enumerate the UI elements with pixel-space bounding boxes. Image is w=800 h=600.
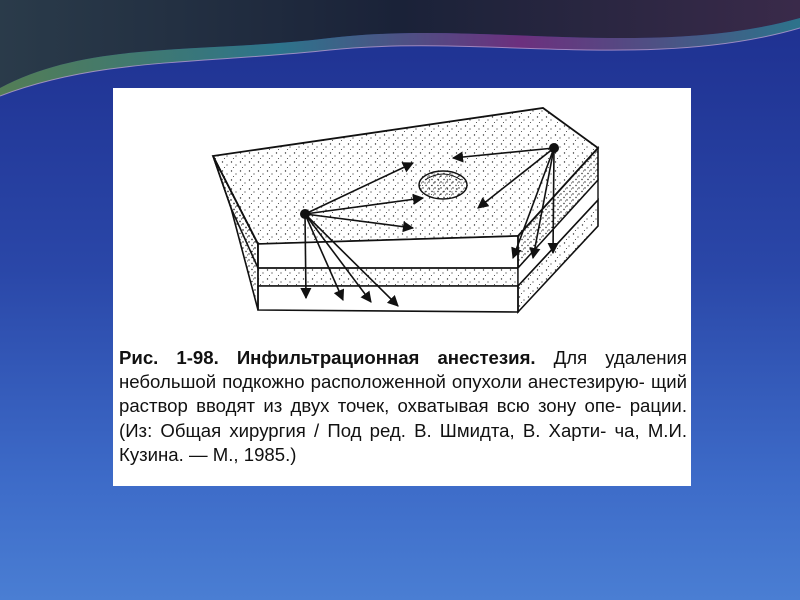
fascia-layer-front: [258, 268, 518, 286]
caption-lead: Рис. 1-98. Инфильтрационная анестезия.: [119, 347, 536, 368]
muscle-layer-front: [258, 286, 518, 312]
figure-card: [113, 88, 691, 486]
caption-line: Для удаления небольшой подкожно расположенной опухоли анестезирую-: [119, 347, 687, 393]
tumor: [419, 171, 467, 199]
caption-line: рации. (Из: Общая хирургия / Под ред. В. Шмидта, В. Харти-: [119, 395, 687, 441]
caption-line: щий раствор вводят из двух точек, охватывая всю зону опе-: [119, 371, 688, 417]
decorative-wave-banner: [0, 0, 800, 100]
caption-line: ча, М.И. Кузина. — М., 1985.): [119, 419, 688, 465]
figure-caption: [119, 346, 687, 467]
infiltration-anesthesia-illustration: [113, 88, 691, 343]
